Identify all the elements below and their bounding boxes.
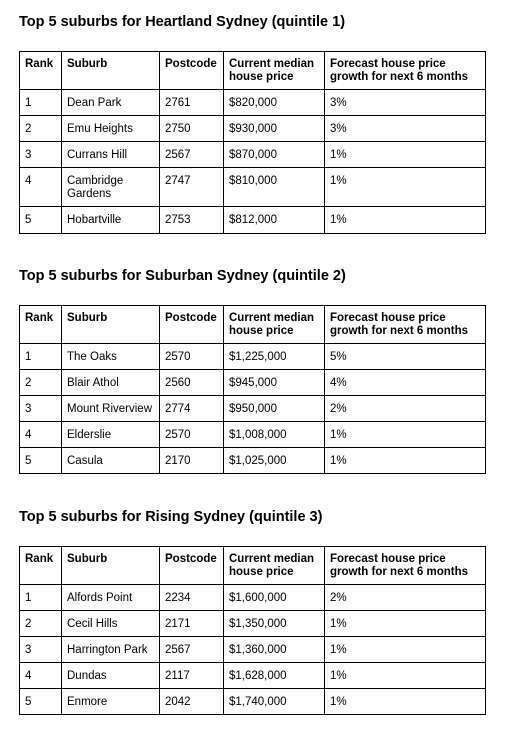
cell-postcode: 2750 [160, 116, 224, 142]
section-title: Top 5 suburbs for Rising Sydney (quintile 3) [19, 509, 323, 525]
cell-rank: 3 [20, 637, 62, 663]
cell-suburb: Enmore [62, 689, 160, 715]
cell-growth: 1% [325, 207, 486, 234]
table-row [20, 396, 486, 422]
suburb-table [19, 546, 486, 715]
cell-rank: 5 [20, 207, 62, 234]
cell-price: $1,350,000 [224, 611, 325, 637]
cell-postcode: 2042 [160, 689, 224, 715]
header-suburb: Suburb [62, 306, 160, 344]
cell-postcode: 2567 [160, 637, 224, 663]
cell-growth: 4% [325, 370, 486, 396]
cell-growth: 2% [325, 585, 486, 611]
cell-price: $812,000 [224, 207, 325, 234]
cell-suburb: Harrington Park [62, 637, 160, 663]
cell-price: $1,225,000 [224, 344, 325, 370]
cell-growth: 1% [325, 422, 486, 448]
suburb-table [19, 305, 486, 474]
header-postcode: Postcode [160, 547, 224, 585]
table-row [20, 116, 486, 142]
header-rank: Rank [20, 306, 62, 344]
cell-rank: 3 [20, 142, 62, 168]
table-row [20, 637, 486, 663]
table-row [20, 168, 486, 207]
table-row [20, 207, 486, 234]
table-row [20, 370, 486, 396]
cell-rank: 2 [20, 116, 62, 142]
table-row [20, 90, 486, 116]
table-row [20, 663, 486, 689]
header-median-price: Current median house price [224, 52, 325, 90]
header-median-price: Current median house price [224, 306, 325, 344]
cell-rank: 2 [20, 370, 62, 396]
cell-postcode: 2570 [160, 344, 224, 370]
cell-growth: 1% [325, 637, 486, 663]
cell-growth: 1% [325, 168, 486, 207]
header-suburb: Suburb [62, 52, 160, 90]
header-rank: Rank [20, 547, 62, 585]
cell-price: $1,740,000 [224, 689, 325, 715]
cell-price: $820,000 [224, 90, 325, 116]
cell-growth: 5% [325, 344, 486, 370]
cell-price: $950,000 [224, 396, 325, 422]
cell-rank: 5 [20, 689, 62, 715]
cell-price: $1,600,000 [224, 585, 325, 611]
cell-suburb: Emu Heights [62, 116, 160, 142]
cell-suburb: Elderslie [62, 422, 160, 448]
cell-growth: 1% [325, 689, 486, 715]
cell-growth: 1% [325, 663, 486, 689]
table-row [20, 344, 486, 370]
cell-rank: 1 [20, 344, 62, 370]
section-rising [19, 509, 485, 708]
suburb-table [19, 51, 486, 234]
header-postcode: Postcode [160, 52, 224, 90]
header-median-price: Current median house price [224, 547, 325, 585]
cell-price: $1,025,000 [224, 448, 325, 474]
table-header-row [20, 547, 486, 585]
cell-growth: 1% [325, 448, 486, 474]
table-row [20, 448, 486, 474]
cell-suburb: The Oaks [62, 344, 160, 370]
cell-growth: 3% [325, 90, 486, 116]
cell-rank: 4 [20, 168, 62, 207]
table-header-row [20, 52, 486, 90]
cell-postcode: 2234 [160, 585, 224, 611]
cell-suburb: Dean Park [62, 90, 160, 116]
cell-suburb: Cambridge Gardens [62, 168, 160, 207]
table-row [20, 422, 486, 448]
cell-price: $1,628,000 [224, 663, 325, 689]
header-rank: Rank [20, 52, 62, 90]
cell-price: $870,000 [224, 142, 325, 168]
table-row [20, 611, 486, 637]
cell-rank: 4 [20, 422, 62, 448]
header-forecast-growth: Forecast house price growth for next 6 months [325, 52, 486, 90]
cell-rank: 1 [20, 585, 62, 611]
section-title: Top 5 suburbs for Suburban Sydney (quintile 2) [19, 268, 346, 284]
cell-rank: 2 [20, 611, 62, 637]
cell-suburb: Currans Hill [62, 142, 160, 168]
cell-postcode: 2774 [160, 396, 224, 422]
cell-postcode: 2567 [160, 142, 224, 168]
section-suburban [19, 268, 485, 467]
cell-rank: 3 [20, 396, 62, 422]
cell-suburb: Casula [62, 448, 160, 474]
cell-postcode: 2170 [160, 448, 224, 474]
cell-suburb: Alfords Point [62, 585, 160, 611]
cell-postcode: 2171 [160, 611, 224, 637]
cell-postcode: 2570 [160, 422, 224, 448]
cell-postcode: 2117 [160, 663, 224, 689]
cell-price: $1,360,000 [224, 637, 325, 663]
cell-rank: 1 [20, 90, 62, 116]
cell-growth: 1% [325, 611, 486, 637]
cell-growth: 3% [325, 116, 486, 142]
cell-suburb: Mount Riverview [62, 396, 160, 422]
header-postcode: Postcode [160, 306, 224, 344]
cell-postcode: 2753 [160, 207, 224, 234]
section-title: Top 5 suburbs for Heartland Sydney (quintile 1) [19, 14, 346, 30]
header-forecast-growth: Forecast house price growth for next 6 months [325, 547, 486, 585]
header-suburb: Suburb [62, 547, 160, 585]
cell-price: $945,000 [224, 370, 325, 396]
table-row [20, 142, 486, 168]
cell-postcode: 2747 [160, 168, 224, 207]
cell-postcode: 2560 [160, 370, 224, 396]
table-row [20, 585, 486, 611]
cell-growth: 2% [325, 396, 486, 422]
cell-price: $1,008,000 [224, 422, 325, 448]
header-forecast-growth: Forecast house price growth for next 6 months [325, 306, 486, 344]
cell-suburb: Cecil Hills [62, 611, 160, 637]
cell-suburb: Blair Athol [62, 370, 160, 396]
cell-rank: 5 [20, 448, 62, 474]
cell-price: $930,000 [224, 116, 325, 142]
cell-postcode: 2761 [160, 90, 224, 116]
cell-rank: 4 [20, 663, 62, 689]
cell-price: $810,000 [224, 168, 325, 207]
cell-suburb: Hobartville [62, 207, 160, 234]
cell-suburb: Dundas [62, 663, 160, 689]
section-heartland [19, 14, 485, 226]
cell-growth: 1% [325, 142, 486, 168]
table-row [20, 689, 486, 715]
table-header-row [20, 306, 486, 344]
